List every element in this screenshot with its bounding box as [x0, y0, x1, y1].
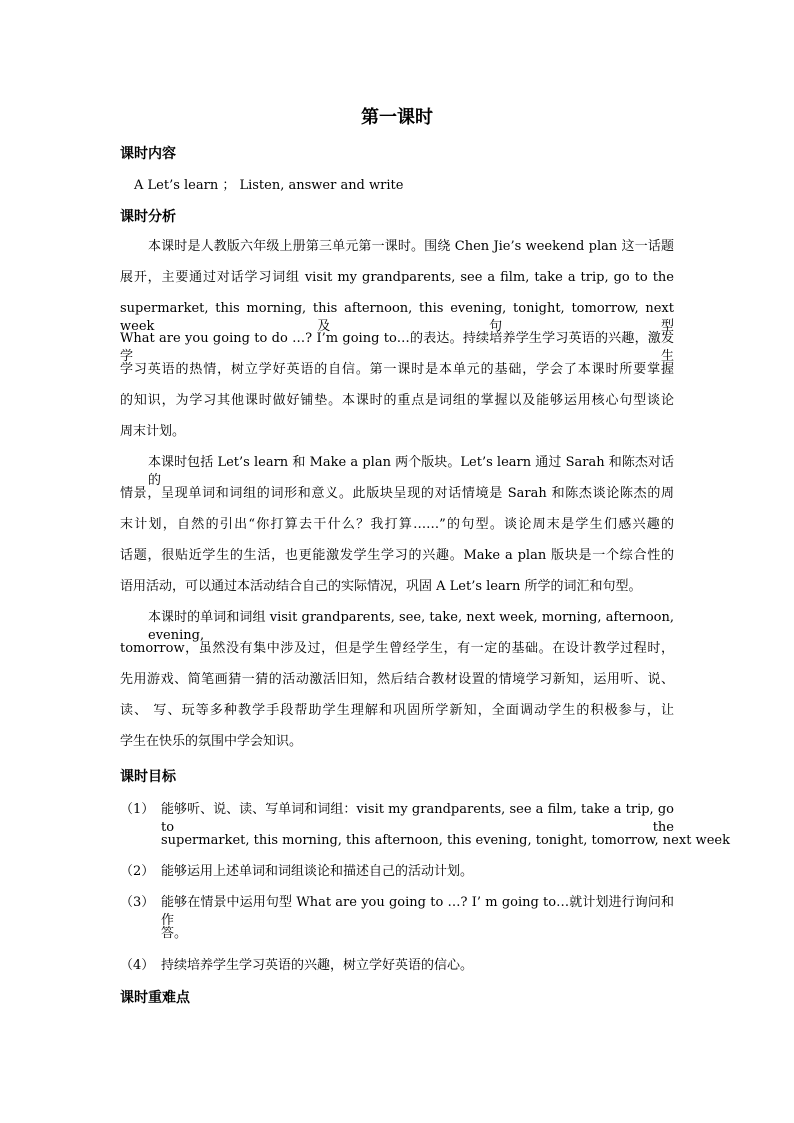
goal-line: supermarket, this morning, this afternoon, this evening, tonight, tomorrow, next week: [161, 833, 730, 848]
analysis-p2-line: 语用活动，可以通过本活动结合自己的实际情况，巩固 A Let’s learn 所学的词汇和句型。: [120, 579, 642, 594]
goal-line: 能够在情景中运用句型 What are you going to …? I’ m going to…就计划进行询问和作: [161, 895, 674, 928]
analysis-p1-line: 学习英语的热情，树立学好英语的自信。第一课时是本单元的基础，学会了本课时所要掌握: [120, 362, 674, 377]
analysis-p3-line: 学生在快乐的氛围中学会知识。: [120, 734, 303, 749]
section-heading-difficulties: 课时重难点: [120, 990, 190, 1006]
analysis-p3-line: 读、 写、玩等多种教学手段帮助学生理解和巩固所学新知，全面调动学生的积极参与，让: [120, 703, 674, 718]
goal-number: （2）: [120, 864, 155, 879]
analysis-p1-line: supermarket, this morning, this afternoon, this evening, tonight, tomorrow, next week 及句型: [120, 301, 674, 334]
analysis-p2-line: 话题，很贴近学生的生活，也更能激发学生学习的兴趣。Make a plan 版块是一个综合性的: [120, 548, 674, 563]
goal-line: 答。: [161, 926, 188, 941]
content-line: A Let’s learn ； Listen, answer and write: [134, 178, 404, 193]
analysis-p2-line: 情景，呈现单词和词组的词形和意义。此版块呈现的对话情境是 Sarah 和陈杰谈论陈杰的周: [120, 486, 674, 501]
goal-line: 能够运用上述单词和词组谈论和描述自己的活动计划。: [161, 864, 474, 879]
section-heading-analysis: 课时分析: [120, 209, 176, 225]
goal-line: 持续培养学生学习英语的兴趣，树立学好英语的信心。: [161, 958, 474, 973]
analysis-p1-line: 周末计划。: [120, 424, 186, 439]
analysis-p1-line: 本课时是人教版六年级上册第三单元第一课时。围绕 Chen Jie’s weekend plan 这一话题: [148, 239, 674, 254]
analysis-p3-line: tomorrow，虽然没有集中涉及过，但是学生曾经学生，有一定的基础。在设计教学过程时，: [120, 641, 674, 656]
analysis-p1-line: What are you going to do …? I’m going to…的表达。持续培养学生学习英语的兴趣，激发学生: [120, 331, 674, 364]
goal-number: （3）: [120, 895, 155, 910]
section-heading-content: 课时内容: [120, 146, 176, 162]
analysis-p3-line: 本课时的单词和词组 visit grandparents, see, take, next week, morning, afternoon, evening,: [148, 610, 674, 643]
goal-line: 能够听、说、读、写单词和词组：visit my grandparents, see a film, take a trip, go to the: [161, 802, 674, 835]
goal-number: （4）: [120, 958, 155, 973]
analysis-p3-line: 先用游戏、简笔画猜一猜的活动激活旧知，然后结合教材设置的情境学习新知，运用听、说、: [120, 672, 674, 687]
page-title: 第一课时: [361, 107, 433, 128]
goal-number: （1）: [120, 802, 155, 817]
analysis-p1-line: 的知识，为学习其他课时做好铺垫。本课时的重点是词组的掌握以及能够运用核心句型谈论: [120, 393, 674, 408]
section-heading-goals: 课时目标: [120, 769, 176, 785]
analysis-p2-line: 末计划，自然的引出“你打算去干什么？我打算……”的句型。谈论周末是学生们感兴趣的: [120, 517, 674, 532]
analysis-p2-line: 本课时包括 Let’s learn 和 Make a plan 两个版块。Let’s learn 通过 Sarah 和陈杰对话的: [148, 455, 674, 488]
analysis-p1-line: 展开，主要通过对话学习词组 visit my grandparents, see a film, take a trip, go to the: [120, 270, 674, 285]
